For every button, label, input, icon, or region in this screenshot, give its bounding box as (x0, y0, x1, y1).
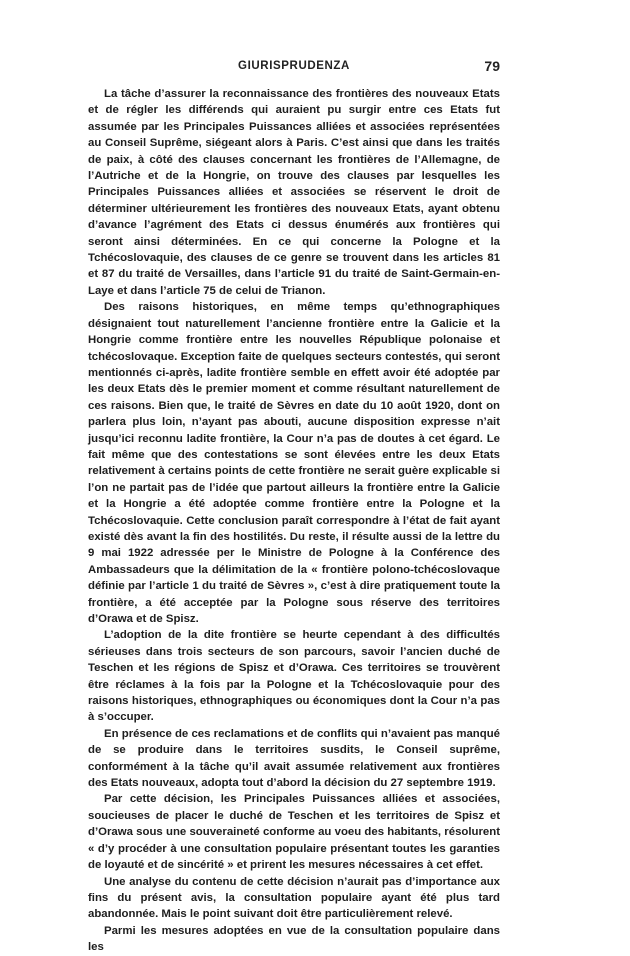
paragraph: L’adoption de la dite frontière se heurte cependant à des difficultés sérieuses dans trois secteurs de son parcours, savoir l’ancien duché de Teschen et les régions de Spisz et d’Orawa. Ces territoires se trouvèrent être réclames à la fois par la Pologne et la Tchécoslovaquie pour des raisons historiques, ethnographiques ou économiques dont la Cour n’a pas à s’occuper. (88, 629, 500, 724)
page-number: 79 (484, 58, 500, 74)
paragraph: Une analyse du contenu de cette décision n’aurait pas d’importance aux fins du présent avis, la consultation populaire ayant été plus tard abandonnée. Mais le point suivant doit être particulièrement relevé. (88, 875, 500, 921)
body-text (88, 86, 500, 956)
paragraph: La tâche d’assurer la reconnaissance des frontières des nouveaux Etats et de régler les différends qui auraient pu surgir entre ces Etats fut assumée par les Principales Puissances alliées et associées représentées au Conseil Suprême, siégeant alors à Paris. C’est ainsi que dans les traités de paix, à côté des clauses concernant les frontières de l’Allemagne, de l’Autriche et de la Hongrie, on trouve des clauses par lesquelles les Principales Puissances alliées et associées se réservent le droit de déterminer ultérieurement les frontières des nouveaux Etats, ayant obtenu d’avance l’agrément des Etats ci dessus énumérés aux frontières qui seront ainsi déterminées. En ce qui concerne la Pologne et la Tchécoslovaquie, des clauses de ce genre se trouvent dans les articles 81 et 87 du traité de Versailles, dans l’article 91 du traité de Saint-Germain-en-Laye et dans l’article 75 de celui de Trianon. (88, 88, 500, 297)
paragraph: En présence de ces reclamations et de conflits qui n’avaient pas manqué de se produire dans le territoires susdits, le Conseil suprême, conformément à la tâche qu’il avait assumée relativement aux frontières des Etats nouveaux, adopta tout d’abord la décision du 27 septembre 1919. (88, 727, 500, 790)
running-title: GIURISPRUDENZA (238, 60, 350, 72)
paragraph: Par cette décision, les Principales Puissances alliées et associées, soucieuses de placer le duché de Teschen et les territoires de Spisz et d’Orawa sous une souveraineté conforme au voeu des habitants, résolurent « d’y procéder à une consultation populaire présentant toutes les garanties de loyauté et de sincérité » et prirent les mesures nécessaires à cet effet. (88, 793, 500, 872)
running-head (88, 60, 500, 78)
paragraph: Parmi les mesures adoptées en vue de la consultation populaire dans les (88, 924, 500, 954)
paragraph: Des raisons historiques, en même temps qu’ethnographiques désignaient tout naturellement l’ancienne frontière entre la Galicie et la Hongrie comme frontière entre les nouvelles République polonaise et tchécoslovaque. Exception faite de quelques secteurs contestés, qui seront mentionnés ci-après, ladite frontière semble en effett avoir été adoptée par les deux Etats dès le premier moment et comme résultant naturellement de ces raisons. Bien que, le traité de Sèvres en date du 10 août 1920, dont on parlera plus loin, n’ayant pas abouti, aucune disposition expresse n’ait jusqu’ici reconnu ladite frontière, la Cour n’a pas de doutes à cet égard. Le fait même que des contestations se sont élevées entre les deux Etats relativement à certains points de cette frontière ne serait guère explicable si l’on ne partait pas de l’idée que partout ailleurs la frontière entre la Galicie et la Hongrie a été adoptée comme frontière entre la Pologne et la Tchécoslovaquie. Cette conclusion paraît correspondre à l’état de fait ayant existé dès avant la fin des hostilités. Du reste, il résulte aussi de la lettre du 9 mai 1922 adressée per le Ministre de Pologne à la Conférence des Ambassadeurs que la délimitation de la « frontière polono-tchécoslovaque définie par l’article 1 du traité de Sèvres », c’est à dire pratiquement toute la frontière, a été acceptée par la Pologne sous réserve des territoires d’Orawa et de Spisz. (88, 301, 500, 625)
